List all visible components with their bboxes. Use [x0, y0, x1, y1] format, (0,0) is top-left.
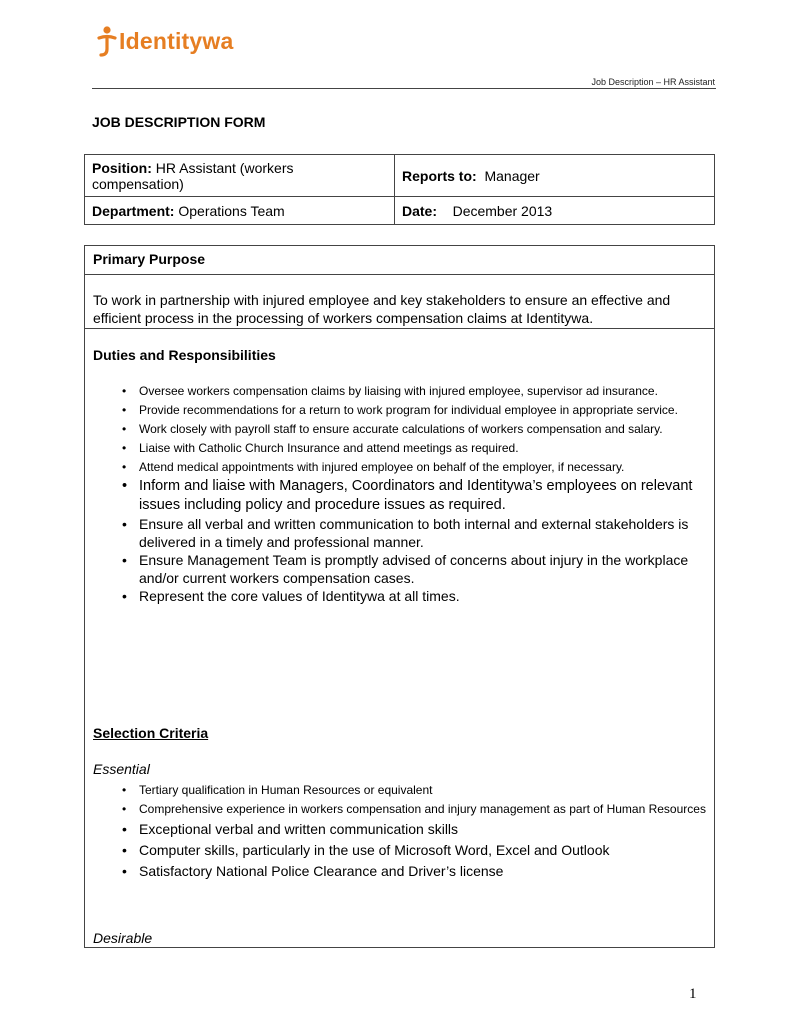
list-item	[93, 401, 693, 420]
form-title: JOB DESCRIPTION FORM	[92, 114, 266, 130]
criteria-text: Exceptional verbal and written communication skills	[139, 821, 459, 837]
list-item	[93, 551, 693, 587]
bullet-icon: •	[122, 821, 127, 837]
date-label: Date:	[402, 202, 438, 219]
criteria-text: Comprehensive experience in workers compensation and injury management as part of Human Resources	[139, 802, 706, 816]
duty-text: Provide recommendations for a return to work program for individual employee in appropriate service.	[139, 403, 678, 417]
header-caption: Job Description – HR Assistant	[591, 77, 715, 87]
box-divider	[85, 274, 714, 275]
desirable-heading: Desirable	[93, 930, 153, 946]
reports-to-label: Reports to:	[402, 167, 477, 184]
list-item	[93, 781, 709, 800]
duty-text: Ensure Management Team is promptly advised of concerns about injury in the workplace and/or current workers compensation cases.	[139, 552, 689, 586]
job-info-table	[84, 154, 715, 225]
table-row	[85, 197, 715, 225]
primary-purpose-heading: Primary Purpose	[93, 251, 206, 267]
list-item	[93, 477, 693, 515]
essential-heading: Essential	[93, 761, 150, 777]
duty-text: Liaise with Catholic Church Insurance and attend meetings as required.	[139, 441, 519, 455]
primary-purpose-text: To work in partnership with injured employee and key stakeholders to ensure an effective and efficient process in the processing of workers compensation claims at Identitywa.	[93, 292, 671, 326]
logo-text: Identitywa	[119, 27, 234, 54]
department-label: Department:	[92, 202, 175, 219]
essential-list	[93, 781, 709, 882]
position-label: Position:	[92, 159, 152, 176]
reports-to-cell	[395, 155, 715, 197]
duty-text: Attend medical appointments with injured employee on behalf of the employer, if necessary.	[139, 460, 625, 474]
duty-text: Work closely with payroll staff to ensure accurate calculations of workers compensation and salary.	[139, 422, 663, 436]
box-divider	[85, 328, 714, 329]
list-item	[93, 840, 709, 861]
bullet-icon: •	[122, 441, 127, 455]
company-logo	[96, 24, 233, 58]
list-item	[93, 420, 693, 439]
table-row	[85, 155, 715, 197]
list-item	[93, 800, 709, 819]
bullet-icon: •	[122, 403, 127, 417]
list-item	[93, 382, 693, 401]
duties-list	[93, 382, 693, 605]
list-item	[93, 439, 693, 458]
position-cell	[85, 155, 395, 197]
bullet-icon: •	[122, 552, 127, 568]
duty-text: Ensure all verbal and written communication to both internal and external stakeholders is delivered in a timely and professional manner.	[139, 516, 689, 550]
bullet-icon: •	[122, 802, 127, 816]
list-item	[93, 819, 709, 840]
criteria-text: Satisfactory National Police Clearance and Driver’s license	[139, 863, 504, 879]
bullet-icon: •	[122, 783, 127, 797]
list-item	[93, 861, 709, 882]
duty-text: Represent the core values of Identitywa at all times.	[139, 588, 460, 604]
logo-person-icon	[96, 24, 118, 58]
position-value: HR Assistant (workers compensation)	[92, 159, 294, 192]
description-box	[84, 245, 715, 948]
header-divider	[92, 88, 716, 89]
bullet-icon: •	[122, 516, 127, 532]
list-item	[93, 587, 693, 605]
criteria-text: Tertiary qualification in Human Resources or equivalent	[139, 783, 433, 797]
duty-text: Oversee workers compensation claims by liaising with injured employee, supervisor ad insurance.	[139, 384, 658, 398]
bullet-icon: •	[122, 588, 127, 604]
bullet-icon: •	[122, 422, 127, 436]
duties-heading: Duties and Responsibilities	[93, 347, 276, 363]
department-value: Operations Team	[178, 202, 285, 219]
duty-text: Inform and liaise with Managers, Coordinators and Identitywa’s employees on relevant issues including policy and procedure issues as required.	[139, 478, 693, 513]
criteria-text: Computer skills, particularly in the use of Microsoft Word, Excel and Outlook	[139, 842, 610, 858]
date-cell	[395, 197, 715, 225]
selection-criteria-heading: Selection Criteria	[93, 725, 209, 741]
date-value: December 2013	[452, 202, 553, 219]
bullet-icon: •	[122, 842, 127, 858]
page-number: 1	[689, 986, 697, 1002]
reports-to-value: Manager	[484, 167, 540, 184]
department-cell	[85, 197, 395, 225]
bullet-icon: •	[122, 460, 127, 474]
bullet-icon: •	[122, 384, 127, 398]
bullet-icon: •	[122, 478, 128, 494]
bullet-icon: •	[122, 863, 127, 879]
list-item	[93, 458, 693, 477]
list-item	[93, 515, 693, 551]
